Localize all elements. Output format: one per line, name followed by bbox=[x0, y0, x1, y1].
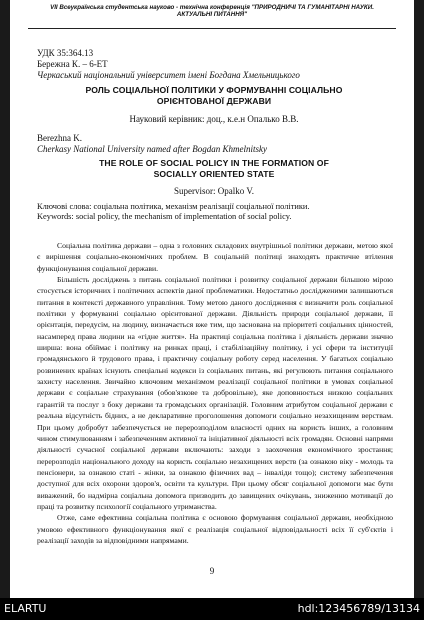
repository-footer bbox=[0, 598, 424, 620]
conference-header-line2: АКТУАЛЬНІ ПИТАННЯ" bbox=[176, 11, 248, 19]
university-en: Cherkasy National University named after Bogdan Khmelnitsky bbox=[37, 144, 267, 154]
title-ua-line2: ОРІЄНТОВАНОЇ ДЕРЖАВИ bbox=[156, 96, 272, 106]
university-ua: Черкаський національний університет імені Богдана Хмельницького bbox=[37, 70, 300, 80]
header-divider bbox=[28, 28, 396, 29]
supervisor-en: Supervisor: Opalko V. bbox=[174, 186, 254, 196]
udc-code: УДК 35:364.13 bbox=[37, 48, 94, 58]
conference-header bbox=[28, 4, 396, 19]
paragraph-2: Більшість досліджень з питань соціальної політики і розвитку соціальної держави більшою мірою стосується історичних і політичних аспектів даної проблематики. Недостатньо дослідженими залишаються питання в контексті державного управління. Тому метою даного дослідження є визначити роль соціальної політики у формуванні соціально орієнтованої держави. Діяльність природи соціальної держави, її орієнтація, передусім, на людину, визначається вже тим, що заснована на пріоритеті соціальних цінностей, насамперед права людини на «гідне життя». На практиці соціальна політика і діяльність держави значно ширша: вона обіймає і політику на ринках праці, і стабілізаційну політику, і усі сфери та інституції громадянського й трудового права, і практичну соціальну роботу серед населення. У багатьох соціально розвинених країнах існують спеціальні кодекси із соціальних питань, які регулюють питання соціального захисту населення. Звичайно ключовим механізмом реалізації соціальної політики в умовах соціальної держави є соціальне страхування (обов'язкове та добровільне), яке доповнюється низкою соціальних гарантій та послуг з боку держави та громадських організацій. Головним атрибутом соціальної держави є реальна відсутність бідних, а не декларативне проголошення допомоги соціально незахищеним верствам. При цьому добробут забезпечується не перерозподілом власності одних на користь інших, а головним чином стимулюванням і забезпеченням активної та ініціативної діяльності всіх громадян. Основні напрями діяльності сучасної соціальної держави включають: заходи з заохочення економічного зростання; перерозподіл національного доходу на користь соціально незахищених верств (за ознакою віку - молодь та пенсіонери, за ознакою статі - жінки, за ознакою фізичних вад – інваліди тощо); систему забезпечення доступної для всіх охорони здоров'я, освіти та культури. При цьому обсяг соціальної допомоги має бути виважений, бо надмірна соціальна допомога призводить до завищених очікувань, зниженню мотивації до праці та розвитку психології соціального утриманства. bbox=[37, 275, 393, 511]
author-en: Berezhna K. bbox=[37, 133, 82, 143]
supervisor-ua: Науковий керівник: доц., к.е.н Опалько В.В. bbox=[129, 114, 299, 124]
keywords-en: Keywords: social policy, the mechanism of implementation of social policy. bbox=[37, 212, 292, 221]
page-number: 9 bbox=[209, 566, 215, 576]
repository-name: ELARTU bbox=[4, 602, 47, 615]
paragraph-3: Отже, саме ефективна соціальна політика є основою формування соціальної держави, необхідною умовою ефективного функціонування якої є реалізація соціальної відповідальності всіх її суб'єктів і реалізації заходів за відповідними напрямами. bbox=[37, 513, 393, 545]
title-ua-line1: РОЛЬ СОЦІАЛЬНОЇ ПОЛІТИКИ У ФОРМУВАННІ СОЦІАЛЬНО bbox=[85, 85, 343, 95]
conference-header-line1: VII Всеукраїнська студентська науково - технічна конференція "ПРИРОДНИЧІ ТА ГУМАНІТАРНІ НАУКИ. bbox=[50, 4, 374, 11]
paragraph-1: Соціальна політика держави – одна з головних складових внутрішньої політики держави, метою якої є вирішення соціально-економічних проблем. В соціальній політиці знаходять практичне втілення функціонування соціальної держави. bbox=[37, 241, 393, 273]
author-ua: Бережна К. – 6-ЕТ bbox=[37, 59, 108, 69]
title-en-line1: THE ROLE OF SOCIAL POLICY IN THE FORMATION OF bbox=[99, 158, 329, 168]
title-en-line2: SOCIALLY ORIENTED STATE bbox=[153, 169, 275, 179]
document-page bbox=[10, 0, 414, 598]
handle-id: hdl:123456789/13134 bbox=[297, 602, 420, 615]
title-en bbox=[37, 158, 391, 180]
keywords bbox=[37, 202, 393, 222]
title-ua bbox=[37, 85, 391, 107]
keywords-ua: Ключові слова: соціальна політика, механізм реалізації соціальної політики. bbox=[37, 202, 310, 211]
article-body bbox=[37, 240, 393, 546]
